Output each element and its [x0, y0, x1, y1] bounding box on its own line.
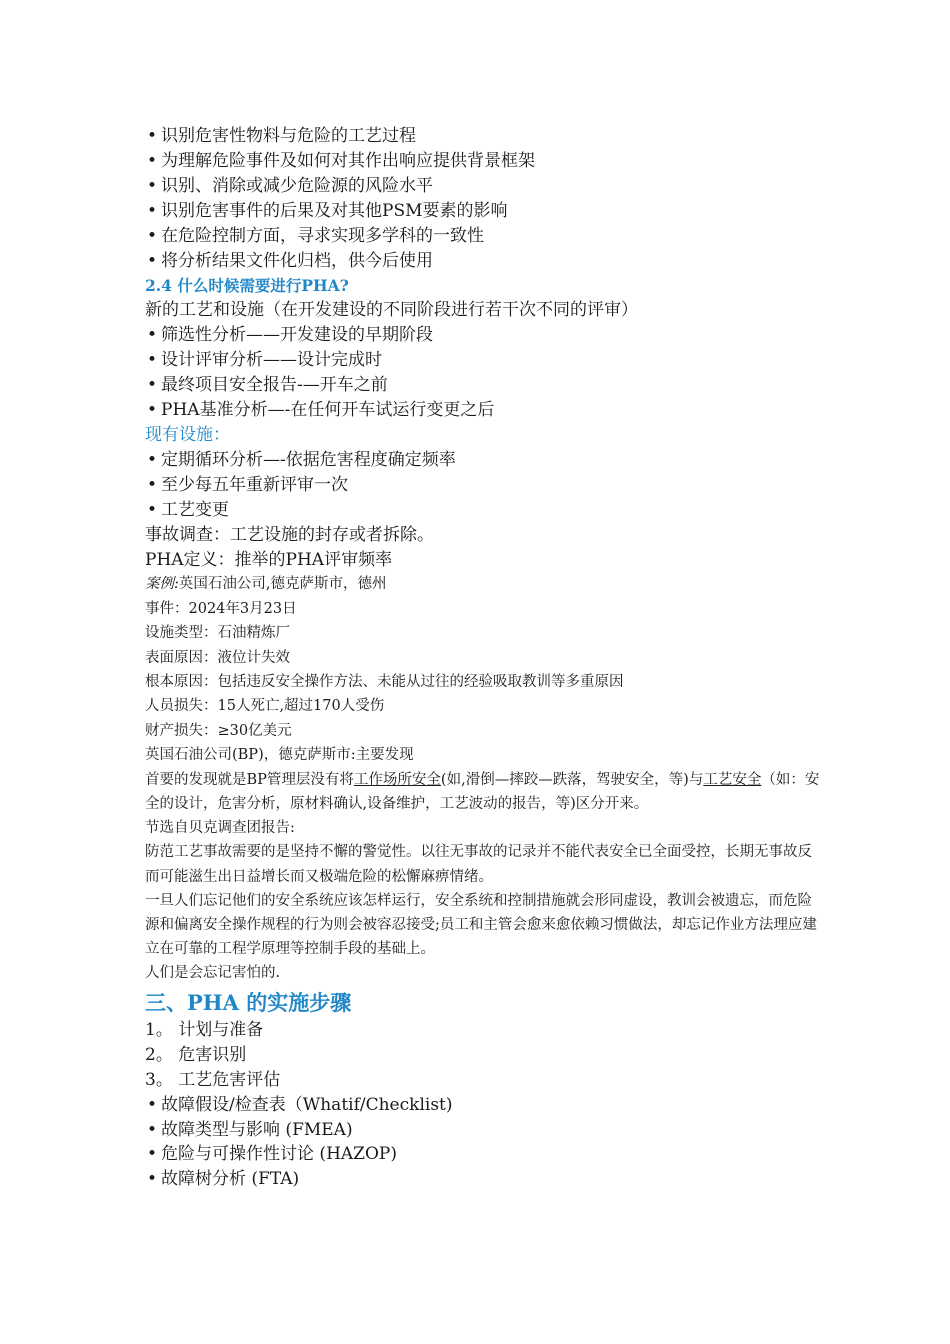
list-item: • 将分析结果文件化归档，供今后使用: [145, 249, 825, 274]
step-item: 1。 计划与准备: [145, 1019, 264, 1040]
report-paragraph-2: 一旦人们忘记他们的安全系统应该怎样运行，安全系统和控制措施就会形同虚设，教训会被遗忘，而危险源和偏离安全操作规程的行为则会被容忍接受;员工和主管会愈来愈依赖习惯做法，却忘记作业方法理应建立在可靠的工程学原理等控制手段的基础上。: [145, 892, 817, 958]
step-item: 3。 工艺危害评估: [145, 1069, 281, 1090]
step-item: 2。 危害识别: [145, 1044, 247, 1065]
case-text: 英国石油公司,德克萨斯市，德州: [178, 576, 387, 593]
report-paragraph-1: 防范工艺事故需要的是坚持不懈的警觉性。以往无事故的记录并不能代表安全已全面受控，长期无事故反而可能滋生出日益增长而又极端危险的松懈麻痹情绪。: [145, 844, 812, 885]
existing-facility-heading: 现有设施：: [145, 424, 230, 445]
case-root-cause: 根本原因：包括违反安全操作方法、未能从过往的经验吸取教训等多重原因: [145, 674, 624, 691]
list-item: • 识别、消除或减少危险源的风险水平: [145, 174, 825, 199]
pha-definition: PHA定义：推举的PHA评审频率: [145, 549, 393, 570]
section-heading-2-4: 2.4 什么时候需要进行PHA?: [145, 276, 349, 296]
finding-text: 首要的发现就是BP管理层没有将: [145, 771, 354, 788]
case-property-loss: 财产损失：≥30亿美元: [145, 722, 292, 739]
new-facility-intro: 新的工艺和设施（在开发建设的不同阶段进行若干次不同的评审）: [145, 300, 638, 321]
list-item: • 在危险控制方面，寻求实现多学科的一致性: [145, 224, 825, 249]
list-item: • PHA基准分析—-在任何开车试运行变更之后: [145, 398, 825, 423]
case-surface-cause: 表面原因：液位计失效: [145, 649, 290, 666]
new-facility-list: [145, 323, 825, 423]
case-finding-paragraph: [145, 768, 825, 816]
finding-text: (如,滑倒—摔跤—跌落，驾驶安全，等)与: [440, 771, 704, 788]
list-item: • 故障树分析 (FTA): [145, 1167, 825, 1192]
case-facility-type: 设施类型：石油精炼厂: [145, 625, 290, 642]
list-item: • 设计评审分析——设计完成时: [145, 348, 825, 373]
case-casualties: 人员损失：15人死亡,超过170人受伤: [145, 698, 385, 715]
list-item: • 定期循环分析—-依据危害程度确定频率: [145, 448, 825, 473]
list-item: • 最终项目安全报告-—开车之前: [145, 373, 825, 398]
report-title: 节选自贝克调查团报告:: [145, 820, 295, 837]
list-item: • 故障类型与影响 (FMEA): [145, 1118, 825, 1143]
methods-list: [145, 1093, 825, 1193]
case-line: [145, 572, 825, 596]
case-label: 案例:: [145, 576, 179, 593]
accident-investigation: 事故调查：工艺设施的封存或者拆除。: [145, 524, 434, 545]
list-item: • 筛选性分析——开发建设的早期阶段: [145, 323, 825, 348]
list-item: • 识别危害事件的后果及对其他PSM要素的影响: [145, 199, 825, 224]
list-item: • 故障假设/检查表（Whatif/Checklist): [145, 1093, 825, 1118]
existing-facility-list: [145, 448, 825, 523]
list-item: • 至少每五年重新评审一次: [145, 473, 825, 498]
section-heading-3: 三、PHA 的实施步骤: [145, 989, 352, 1015]
case-findings-title: 英国石油公司(BP)，德克萨斯市:主要发现: [145, 747, 414, 764]
list-item: • 识别危害性物料与危险的工艺过程: [145, 124, 825, 149]
report-paragraph-3: 人们是会忘记害怕的.: [145, 965, 281, 982]
steps-list: [145, 1018, 825, 1093]
objectives-list: [145, 124, 825, 273]
case-event: 事件：2024年3月23日: [145, 600, 297, 617]
list-item: • 工艺变更: [145, 498, 825, 523]
list-item: • 危险与可操作性讨论 (HAZOP): [145, 1142, 825, 1167]
finding-text: （如：安全的设计，危害分析，原材料确认,设备维护，工艺波动的报告，等)区分开来。: [145, 771, 820, 812]
document-page: [145, 124, 825, 1192]
case-study: [145, 572, 825, 985]
workplace-safety-term: 工作场所安全: [353, 771, 441, 788]
process-safety-term: 工艺安全: [703, 771, 762, 788]
list-item: • 为理解危险事件及如何对其作出响应提供背景框架: [145, 149, 825, 174]
